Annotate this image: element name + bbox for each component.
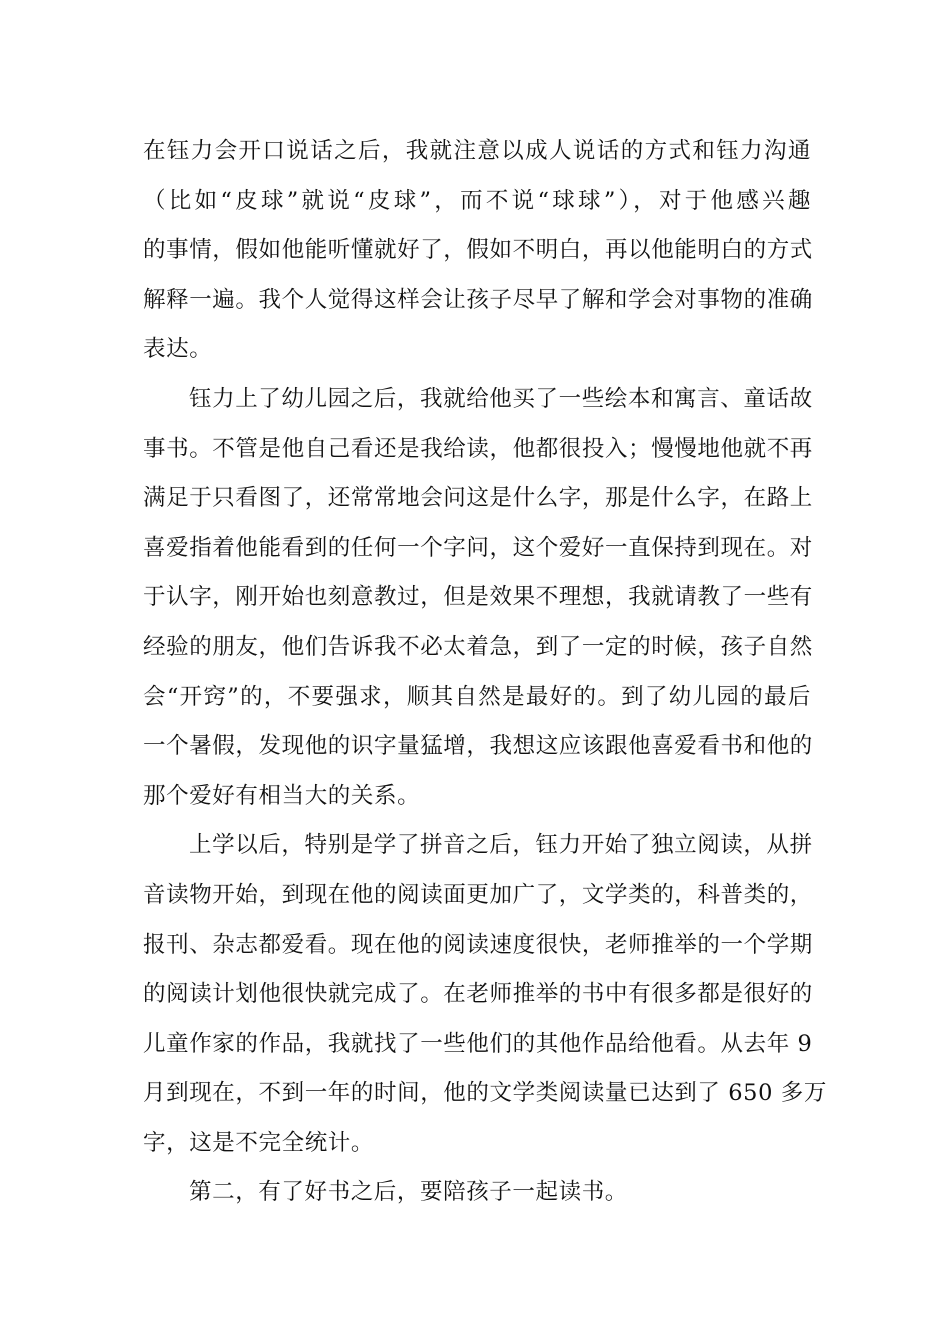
text-line: 的阅读计划他很快就完成了。在老师推举的书中有很多都是很好的 — [143, 981, 813, 1008]
document-body — [143, 127, 827, 1218]
text-line: 一个暑假，发现他的识字量猛增，我想这应该跟他喜爱看书和他的 — [143, 733, 813, 760]
text-line: 解释一遍。我个人觉得这样会让孩子尽早了解和学会对事物的准确 — [143, 286, 813, 313]
text-line: 第二，有了好书之后，要陪孩子一起读书。 — [189, 1179, 628, 1206]
text-line: 经验的朋友，他们告诉我不必太着急，到了一定的时候，孩子自然 — [143, 633, 813, 660]
text-line: 喜爱指着他能看到的任何一个字问，这个爱好一直保持到现在。对 — [143, 534, 813, 561]
text-line: 字，这是不完全统计。 — [143, 1129, 375, 1156]
text-line: 那个爱好有相当大的关系。 — [143, 782, 421, 809]
text-line: 上学以后，特别是学了拼音之后，钰力开始了独立阅读，从拼 — [189, 832, 813, 859]
text-line: 儿童作家的作品，我就找了一些他们的其他作品给他看。从去年 9 — [143, 1030, 813, 1057]
text-line: 满足于只看图了，还常常地会问这是什么字，那是什么字，在路上 — [143, 485, 813, 512]
text-line: 于认字，刚开始也刻意教过，但是效果不理想，我就请教了一些有 — [143, 584, 813, 611]
paragraph — [143, 1168, 811, 1218]
text-line: 在钰力会开口说话之后，我就注意以成人说话的方式和钰力沟通 — [143, 138, 811, 164]
paragraph — [143, 127, 811, 375]
text-line: 音读物开始，到现在他的阅读面更加广了，文学类的，科普类的， — [143, 881, 813, 908]
text-line: 报刊、杂志都爱看。现在他的阅读速度很快，老师推举的一个学期 — [143, 931, 813, 958]
text-line: （比如“皮球”就说“皮球”，而不说“球球”），对于他感兴趣 — [143, 187, 811, 214]
text-line: 表达。 — [143, 336, 213, 363]
paragraph — [143, 821, 827, 1168]
text-line: 会“开窍”的，不要强求，顺其自然是最好的。到了幼儿园的最后 — [143, 683, 811, 710]
text-line: 月到现在，不到一年的时间，他的文学类阅读量已达到了 650 多万 — [143, 1080, 827, 1107]
paragraph — [143, 375, 811, 821]
text-line: 钰力上了幼儿园之后，我就给他买了一些绘本和寓言、童话故 — [189, 385, 813, 412]
text-line: 的事情，假如他能听懂就好了，假如不明白，再以他能明白的方式 — [143, 237, 813, 264]
text-line: 事书。不管是他自己看还是我给读，他都很投入；慢慢地他就不再 — [143, 435, 813, 462]
